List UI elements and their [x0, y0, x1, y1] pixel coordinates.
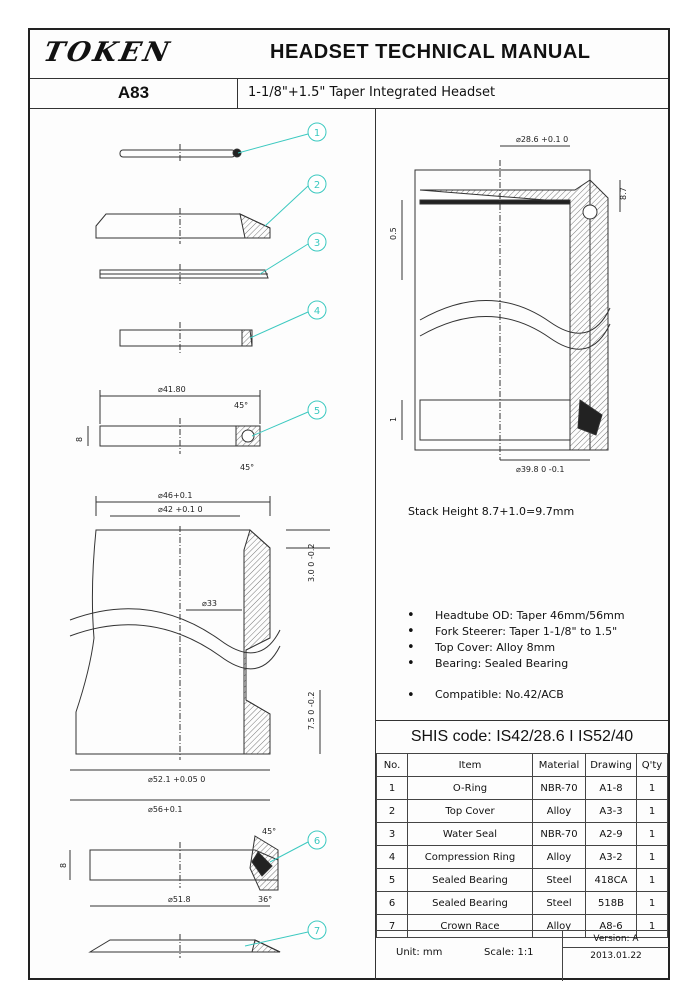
col-header-item: Item	[408, 754, 533, 777]
title-block-footer	[376, 930, 668, 981]
table-row	[377, 892, 668, 915]
water-seal-drawing	[100, 264, 268, 284]
dim-lower-depth: 7.5 0 -0.2	[307, 691, 316, 730]
col-header-qty: Q'ty	[637, 754, 668, 777]
cell-drawing: A3-2	[586, 846, 637, 869]
cell-material: NBR-70	[533, 777, 586, 800]
callout-1: 1	[313, 128, 321, 139]
dim-lower-angle: 45°	[262, 827, 277, 836]
dim-lower-od: ⌀56+0.1	[148, 805, 183, 814]
dim-crown-race: ⌀39.8 0 -0.1	[516, 465, 565, 474]
cell-material: NBR-70	[533, 823, 586, 846]
dim-cover-height: 8.7	[619, 187, 628, 200]
dim-lower-height: 8	[59, 862, 68, 868]
dim-lower-bore: ⌀52.1 +0.05 0	[148, 775, 206, 784]
cell-item: Top Cover	[408, 800, 533, 823]
bearing-drawing	[88, 390, 260, 454]
col-header-drawing: Drawing	[586, 754, 637, 777]
version-block	[562, 931, 669, 981]
cell-material: Alloy	[533, 846, 586, 869]
table-row	[377, 800, 668, 823]
dim-cup-bore: ⌀42 +0.1 0	[158, 505, 203, 514]
callout-7: 7	[313, 926, 321, 937]
cell-drawing: A8-6	[586, 915, 637, 938]
manual-title: HEADSET TECHNICAL MANUAL	[270, 41, 591, 63]
dim-race-gap: 1	[389, 416, 398, 422]
table-row	[377, 823, 668, 846]
cell-qty: 1	[637, 846, 668, 869]
cell-qty: 1	[637, 892, 668, 915]
table-header-row	[377, 754, 668, 777]
cell-material: Alloy	[533, 800, 586, 823]
cell-qty: 1	[637, 777, 668, 800]
cell-drawing: 418CA	[586, 869, 637, 892]
cell-drawing: 518B	[586, 892, 637, 915]
cell-material: Steel	[533, 869, 586, 892]
shis-code: SHIS code: IS42/28.6 I IS52/40	[376, 720, 668, 754]
cell-item: Water Seal	[408, 823, 533, 846]
model-description: 1-1/8"+1.5" Taper Integrated Headset	[248, 85, 496, 100]
stack-height: Stack Height 8.7+1.0=9.7mm	[408, 505, 575, 518]
top-cover-drawing	[96, 208, 270, 244]
model-number: A83	[30, 78, 238, 108]
cell-item: Sealed Bearing	[408, 892, 533, 915]
spec-item: • Fork Steerer: Taper 1-1/8" to 1.5"	[405, 624, 625, 640]
cell-no: 2	[377, 800, 408, 823]
col-header-no: No.	[377, 754, 408, 777]
callout-2: 2	[313, 180, 321, 191]
cell-no: 6	[377, 892, 408, 915]
callout-3: 3	[313, 238, 321, 249]
col-header-material: Material	[533, 754, 586, 777]
cell-no: 5	[377, 869, 408, 892]
dim-lower-angle-2: 36°	[258, 895, 273, 904]
dim-lower-bearing-od: ⌀51.8	[168, 895, 191, 904]
spec-item: • Top Cover: Alloy 8mm	[405, 640, 625, 656]
dim-bearing-od: ⌀41.80	[158, 385, 186, 394]
unit-label: Unit: mm	[396, 947, 443, 958]
assembly-section-drawing	[402, 146, 620, 460]
cell-no: 7	[377, 915, 408, 938]
cell-item: Sealed Bearing	[408, 869, 533, 892]
callout-4: 4	[313, 306, 321, 317]
scale-label: Scale: 1:1	[484, 947, 534, 958]
cell-no: 3	[377, 823, 408, 846]
cell-material: Steel	[533, 892, 586, 915]
table-row	[377, 777, 668, 800]
crown-race-drawing	[90, 934, 280, 958]
cell-item: Crown Race	[408, 915, 533, 938]
spec-item: • Bearing: Sealed Bearing	[405, 656, 625, 672]
table-row	[377, 869, 668, 892]
spec-item: • Headtube OD: Taper 46mm/56mm	[405, 608, 625, 624]
compatible-note: • Compatible: No.42/ACB	[405, 688, 564, 701]
cell-qty: 1	[637, 915, 668, 938]
dim-steerer-top: ⌀28.6 +0.1 0	[516, 135, 569, 144]
manual-sheet	[28, 28, 670, 980]
cell-item: O-Ring	[408, 777, 533, 800]
dim-headtube-od: ⌀46+0.1	[158, 491, 193, 500]
cell-drawing: A2-9	[586, 823, 637, 846]
o-ring-drawing	[120, 144, 241, 162]
spec-list	[405, 608, 625, 672]
dim-bearing-angle-2: 45°	[240, 463, 255, 472]
version-date: 2013.01.22	[590, 951, 642, 961]
brand-logo: TOKEN	[40, 37, 175, 68]
dim-inner-bore: ⌀33	[202, 599, 217, 608]
dim-bearing-height: 8	[75, 436, 84, 442]
cell-no: 4	[377, 846, 408, 869]
cell-item: Compression Ring	[408, 846, 533, 869]
cell-qty: 1	[637, 869, 668, 892]
parts-table	[376, 753, 668, 938]
dim-gap: 0.5	[389, 227, 398, 240]
version-label: Version: A	[563, 931, 669, 948]
cell-no: 1	[377, 777, 408, 800]
dim-upper-depth: 3.0 0 -0.2	[307, 543, 316, 582]
cell-drawing: A3-3	[586, 800, 637, 823]
cell-qty: 1	[637, 800, 668, 823]
cell-drawing: A1-8	[586, 777, 637, 800]
headtube-drawing	[70, 496, 330, 800]
callout-6: 6	[313, 836, 321, 847]
dim-bearing-angle: 45°	[234, 401, 249, 410]
compression-ring-drawing	[120, 322, 252, 354]
cell-qty: 1	[637, 823, 668, 846]
cell-material: Alloy	[533, 915, 586, 938]
table-row	[377, 846, 668, 869]
callout-5: 5	[313, 406, 321, 417]
